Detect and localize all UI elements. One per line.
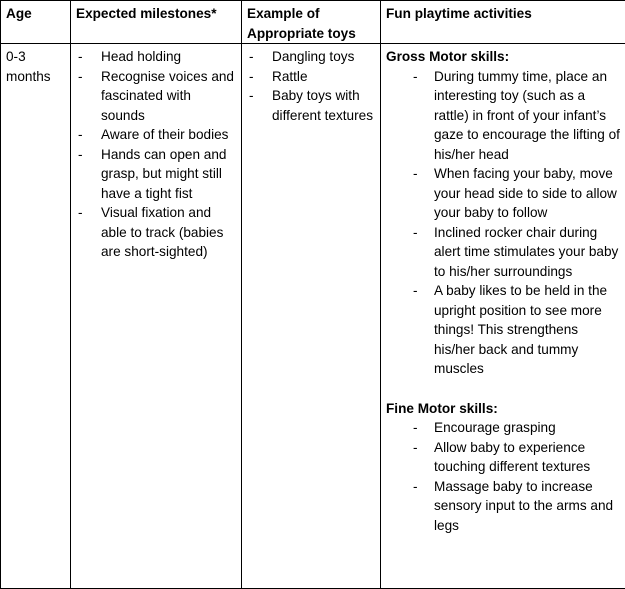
- milestones-cell: [71, 44, 242, 589]
- list-item: - A baby likes to be held in the upright position to see more things! This strengthens his/her back and tummy muscles: [386, 281, 621, 379]
- table-row: [1, 44, 625, 589]
- group-spacer: [386, 379, 621, 399]
- header-row: [1, 1, 625, 44]
- toys-cell: [242, 44, 381, 589]
- list-item: - Inclined rocker chair during alert time stimulates your baby to his/her surroundings: [386, 223, 621, 282]
- header-milestones: Expected milestones*: [71, 1, 242, 44]
- gross-motor-list: [386, 67, 621, 379]
- age-cell: 0-3 months: [1, 44, 71, 589]
- milestones-list: [76, 47, 237, 262]
- fine-motor-heading: Fine Motor skills:: [386, 400, 498, 416]
- list-item: - Visual fixation and able to track (babies are short-sighted): [76, 203, 237, 262]
- toys-list: [247, 47, 376, 125]
- list-item: - Dangling toys: [247, 47, 376, 67]
- fine-motor-list: [386, 418, 621, 535]
- list-item: - Baby toys with different textures: [247, 86, 376, 125]
- activities-cell: [381, 44, 625, 589]
- list-item: - Massage baby to increase sensory input to the arms and legs: [386, 477, 621, 536]
- header-activities: Fun playtime activities: [381, 1, 625, 44]
- list-item: - Rattle: [247, 67, 376, 87]
- header-toys: Example of Appropriate toys: [242, 1, 381, 44]
- list-item: - Aware of their bodies: [76, 125, 237, 145]
- list-item: - When facing your baby, move your head side to side to allow your baby to follow: [386, 164, 621, 223]
- gross-motor-heading: Gross Motor skills:: [386, 49, 510, 64]
- header-age: Age: [1, 1, 71, 44]
- list-item: - During tummy time, place an interesting toy (such as a rattle) in front of your infant’s gaze to encourage the lifting of his/her head: [386, 67, 621, 165]
- list-item: - Recognise voices and fascinated with sounds: [76, 67, 237, 126]
- list-item: - Allow baby to experience touching different textures: [386, 438, 621, 477]
- list-item: - Hands can open and grasp, but might still have a tight fist: [76, 145, 237, 204]
- list-item: - Head holding: [76, 47, 237, 67]
- list-item: - Encourage grasping: [386, 418, 621, 438]
